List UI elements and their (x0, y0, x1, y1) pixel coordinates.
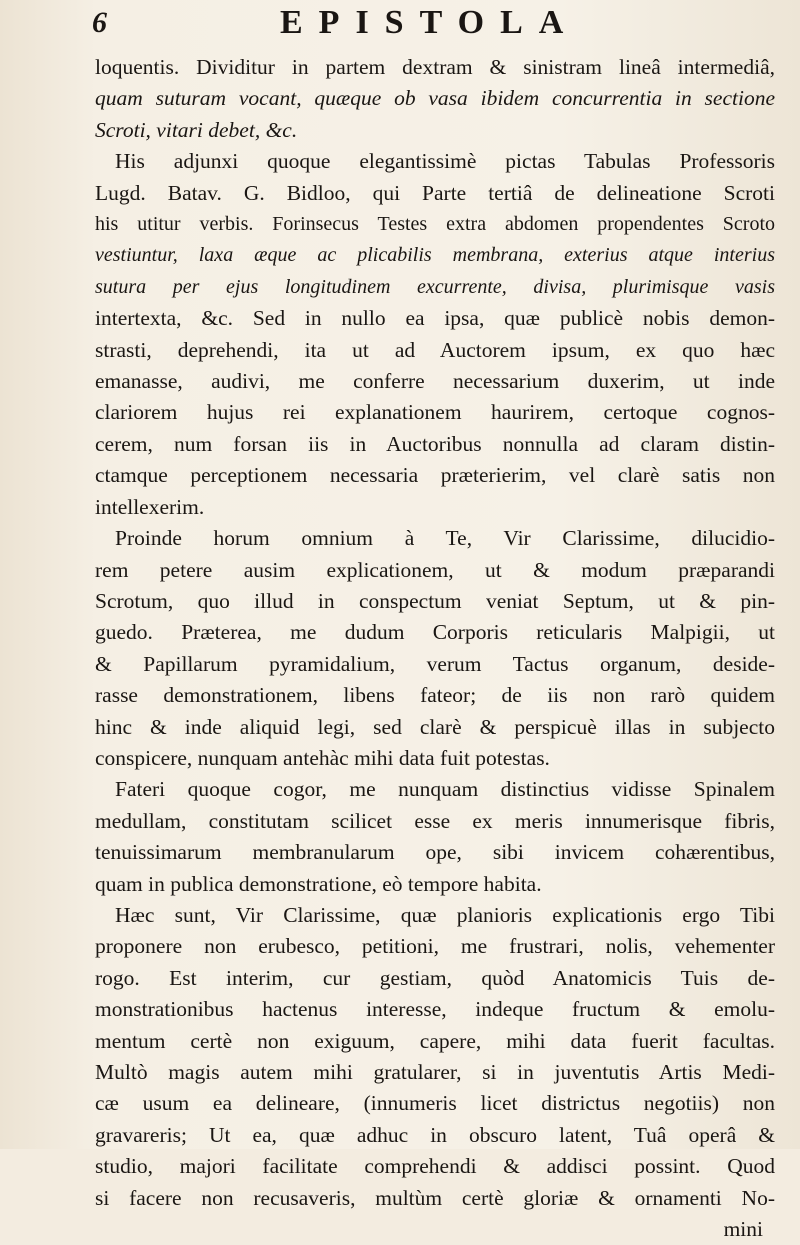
text-line: gravareris; Ut ea, quæ adhuc in obscuro latent, Tuâ operâ & (95, 1122, 775, 1147)
text-line: Fateri quoque cogor, me nunquam distinctius vidisse Spinalem (115, 777, 775, 802)
text-line: Scrotum, quo illud in conspectum veniat Septum, ut & pin- (95, 588, 775, 613)
text-line: studio, majori facilitate comprehendi & addisci possint. Quod (95, 1154, 775, 1179)
text-line: tenuissimarum membranularum ope, sibi invicem cohærentibus, (95, 840, 775, 865)
text-line: sutura per ejus longitudinem excurrente, divisa, plurimisque vasis (95, 275, 775, 298)
page-header (70, 4, 760, 44)
text-line: conspicere, nunquam antehàc mihi data fuit potestas. (95, 745, 550, 770)
text-line: emanasse, audivi, me conferre necessarium duxerim, ut inde (95, 369, 775, 394)
text-line: cæ usum ea delineare, (innumeris licet districtus negotiis) non (95, 1091, 775, 1116)
text-line: his utitur verbis. Forinsecus Testes extra abdomen propendentes Scroto (95, 213, 775, 236)
text-line: mentum certè non exiguum, capere, mihi data fuerit facultas. (95, 1028, 775, 1053)
text-line: loquentis. Dividitur in partem dextram & sinistram lineâ intermediâ, (95, 55, 775, 79)
text-line: & Papillarum pyramidalium, verum Tactus organum, deside- (95, 651, 775, 676)
text-line: ctamque perceptionem necessaria præterierim, vel clarè satis non (95, 463, 775, 488)
text-line: monstrationibus hactenus interesse, indeque fructum & emolu- (95, 997, 775, 1022)
catchword: mini (723, 1217, 763, 1242)
text-line: guedo. Præterea, me dudum Corporis reticularis Malpigii, ut (95, 620, 775, 645)
text-line: Hæc sunt, Vir Clarissime, quæ planioris explicationis ergo Tibi (115, 902, 775, 927)
text-line: Multò magis autem mihi gratularer, si in juventutis Artis Medi- (95, 1060, 775, 1084)
text-line: rem petere ausim explicationem, ut & modum præparandi (95, 557, 775, 582)
page-number: 6 (92, 6, 107, 39)
text-line: strasti, deprehendi, ita ut ad Auctorem ipsum, ex quo hæc (95, 337, 775, 362)
text-line: vestiuntur, laxa æque ac plicabilis membrana, exterius atque interius (95, 244, 775, 267)
text-line: His adjunxi quoque elegantissimè pictas Tabulas Professoris (115, 149, 775, 174)
text-line: hinc & inde aliquid legi, sed clarè & perspicuè illas in subjecto (95, 714, 775, 739)
running-title: EPISTOLA (280, 4, 580, 41)
text-line: clariorem hujus rei explanationem haurirem, certoque cognos- (95, 400, 775, 425)
text-line: rogo. Est interim, cur gestiam, quòd Anatomicis Tuis de- (95, 965, 775, 990)
text-line: quam in publica demonstratione, eò tempore habita. (95, 871, 542, 896)
text-line: intertexta, &c. Sed in nullo ea ipsa, quæ publicè nobis demon- (95, 306, 775, 331)
text-line: rasse demonstrationem, libens fateor; de iis non rarò quidem (95, 683, 775, 708)
text-line: Lugd. Batav. G. Bidloo, qui Parte tertiâ de delineatione Scroti (95, 180, 775, 205)
body-text (95, 52, 775, 1245)
text-line: si facere non recusaveris, multùm certè gloriæ & ornamenti No- (95, 1185, 775, 1210)
text-line: proponere non erubesco, petitioni, me frustrari, nolis, vehementer (95, 934, 775, 959)
text-line: Proinde horum omnium à Te, Vir Clarissime, dilucidio- (115, 526, 775, 551)
text-line: intellexerim. (95, 494, 205, 519)
text-line: cerem, num forsan iis in Auctoribus nonnulla ad claram distin- (95, 431, 775, 456)
text-line: medullam, constitutam scilicet esse ex meris innumerisque fibris, (95, 808, 775, 833)
text-line: quam suturam vocant, quæque ob vasa ibidem concurrentia in sectione (95, 86, 775, 111)
text-line: Scroti, vitari debet, &c. (95, 117, 298, 142)
